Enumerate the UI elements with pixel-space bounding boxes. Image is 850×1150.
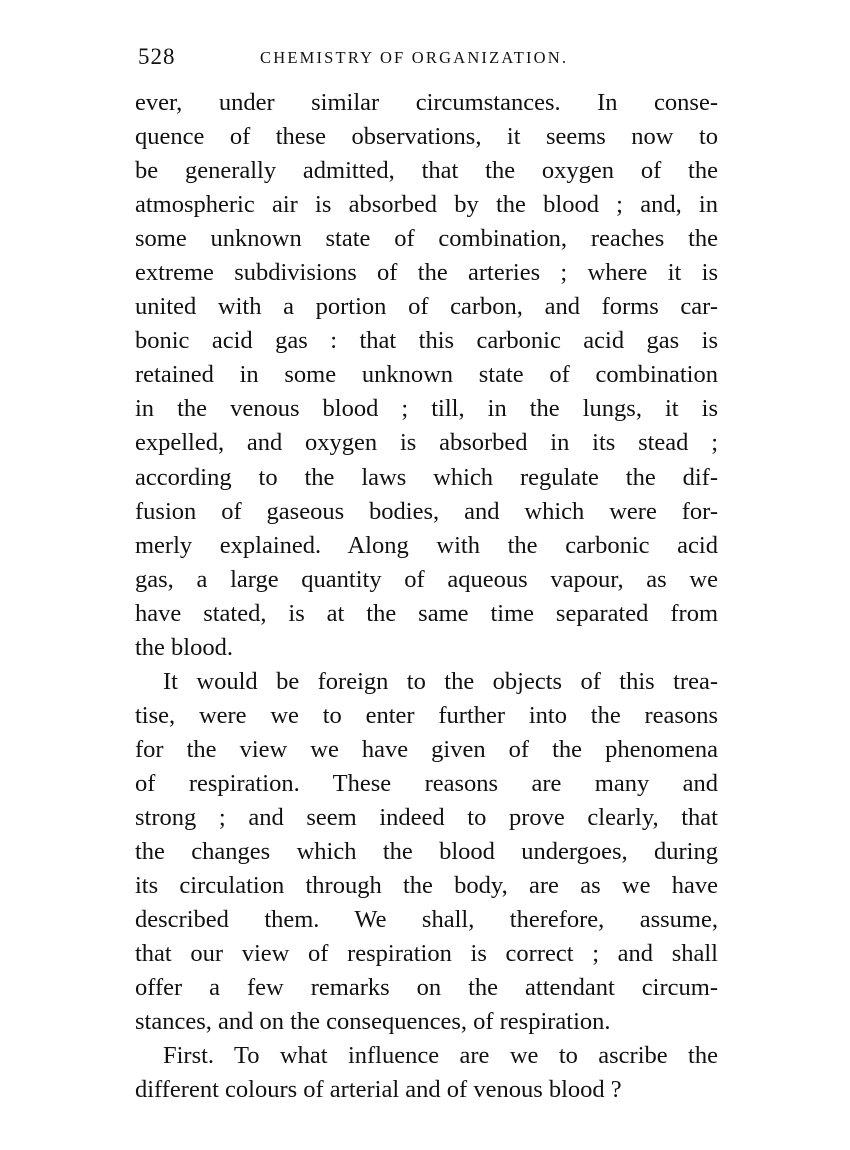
text-line: the blood. [135,633,233,661]
text-line: described them. We shall, therefore, assume, [135,906,718,934]
text-line: It would be foreign to the objects of this trea- [163,667,718,695]
text-line: quence of these observations, it seems now to [135,123,718,151]
text-line: its circulation through the body, are as we have [135,872,718,900]
text-line: united with a portion of carbon, and forms car- [135,293,718,321]
text-line: that our view of respiration is correct ; and shall [135,940,718,968]
text-line: offer a few remarks on the attendant circum- [135,974,718,1002]
text-line: bonic acid gas : that this carbonic acid gas is [135,327,718,355]
running-title: CHEMISTRY OF ORGANIZATION. [260,48,569,67]
text-line: for the view we have given of the phenomena [135,735,718,763]
text-line: according to the laws which regulate the dif- [135,463,718,491]
text-line: different colours of arterial and of venous blood ? [135,1076,622,1104]
text-line: merly explained. Along with the carbonic acid [135,531,718,559]
text-line: ever, under similar circumstances. In conse- [135,89,718,116]
text-line: strong ; and seem indeed to prove clearly, that [135,803,718,831]
text-line: fusion of gaseous bodies, and which were for- [135,497,718,525]
text-line: expelled, and oxygen is absorbed in its stead ; [135,429,718,457]
text-line: of respiration. These reasons are many and [135,769,718,797]
body-text [135,86,718,1107]
text-line: some unknown state of combination, reaches the [135,225,718,253]
text-line: in the venous blood ; till, in the lungs, it is [135,395,718,423]
text-line: atmospheric air is absorbed by the blood ; and, in [135,191,718,219]
text-line: stances, and on the consequences, of respiration. [135,1008,611,1036]
text-line: tise, were we to enter further into the reasons [135,701,718,729]
page-number: 528 [138,44,176,69]
text-line: retained in some unknown state of combination [135,361,718,389]
text-line: the changes which the blood undergoes, during [135,838,718,866]
text-line: be generally admitted, that the oxygen of the [135,157,718,185]
running-header [135,44,725,74]
text-line: extreme subdivisions of the arteries ; where it is [135,259,718,287]
text-line: gas, a large quantity of aqueous vapour, as we [135,565,718,593]
text-line: have stated, is at the same time separated from [135,599,718,627]
text-line: First. To what influence are we to ascribe the [163,1042,718,1070]
